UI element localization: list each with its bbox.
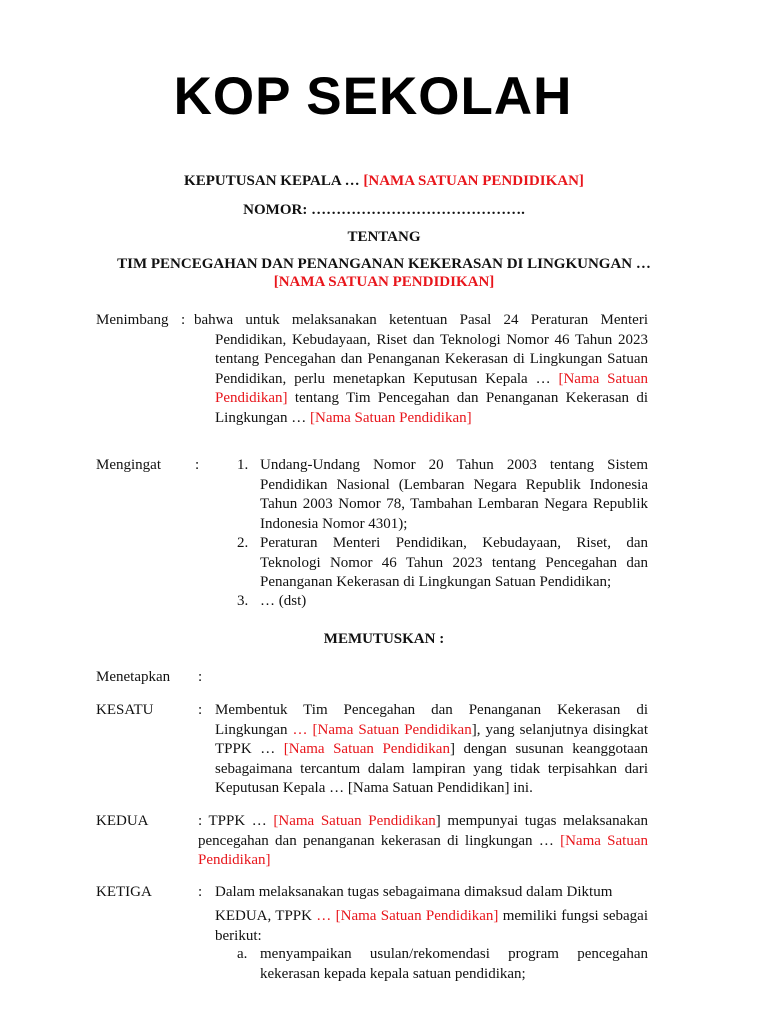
kedua-colon: :	[198, 813, 203, 829]
keputusan-title	[0, 173, 768, 190]
ketiga-text	[215, 907, 648, 946]
ketiga-placeholder-1: … [Nama Satuan Pendidikan]	[316, 908, 499, 924]
keputusan-placeholder: [NAMA SATUAN PENDIDIKAN]	[363, 173, 584, 189]
keputusan-prefix: KEPUTUSAN KEPALA …	[184, 173, 364, 189]
menimbang-placeholder-1: [Nama Satuan Pendidikan]	[215, 370, 649, 406]
kesatu-text-1: Membentuk Tim Pencegahan dan Penanganan Kekerasan di Lingkungan	[215, 702, 648, 738]
mengingat-colon: :	[195, 457, 200, 473]
kedua-label: KEDUA	[96, 813, 149, 829]
kop-sekolah-heading: KOP SEKOLAH	[173, 67, 573, 126]
ketiga-label: KETIGA	[96, 884, 152, 900]
kesatu-label: KESATU	[96, 702, 154, 718]
title-line-1: TIM PENCEGAHAN DAN PENANGANAN KEKERASAN DI LINGKUNGAN …	[117, 256, 651, 272]
ketiga-item-a: menyampaikan usulan/rekomendasi program pencegahan kekerasan kepada kepala satuan pendidikan;	[260, 946, 648, 982]
mengingat-item-2: Peraturan Menteri Pendidikan, Kebudayaan, Riset, dan Teknologi Nomor 46 Tahun 2023 tentang Pencegahan dan Penanganan Kekerasan di Lingkungan Satuan Pendidikan;	[260, 535, 648, 590]
kesatu-placeholder-2: [Nama Satuan Pendidikan	[283, 741, 450, 757]
kesatu-text-2: ], yang selanjutnya disingkat TPPK …	[215, 721, 648, 757]
menimbang-placeholder-2: [Nama Satuan Pendidikan]	[310, 409, 472, 426]
ketiga-item-a-letter: a.	[237, 946, 248, 962]
menimbang-text-1: bahwa untuk melaksanakan ketentuan Pasal 24 Peraturan Menteri Pendidikan, Kebudayaan, Riset dan Teknologi Nomor 46 Tahun 2023 tentang Pencegahan dan Penanganan Kekerasan di Lingkungan Satuan Pendidikan, perlu menetapkan Keputusan Kepala …	[194, 312, 648, 387]
kedua-text	[198, 812, 648, 871]
kesatu-text	[215, 701, 648, 799]
mengingat-item-3-number: 3.	[237, 593, 249, 609]
kesatu-placeholder-1: … [Nama Satuan Pendidikan	[292, 721, 472, 738]
title-line-2	[0, 274, 768, 291]
menetapkan-label: Menetapkan	[96, 669, 171, 685]
menimbang-text-2: tentang Tim Pencegahan dan Penanganan Kekerasan di Lingkungan …	[215, 390, 648, 426]
memutuskan-heading: MEMUTUSKAN :	[323, 631, 445, 647]
menimbang-colon: :	[181, 312, 186, 328]
kedua-placeholder-2: [Nama Satuan Pendidikan]	[198, 832, 648, 868]
tentang-line: TENTANG	[347, 229, 421, 245]
mengingat-item-1: Undang-Undang Nomor 20 Tahun 2003 tentang Sistem Pendidikan Nasional (Lembaran Negara Republik Indonesia Tahun 2003 Nomor 78, Tambahan Lembaran Negara Republik Indonesia Nomor 4301);	[260, 457, 648, 532]
ketiga-text-2: memiliki fungsi sebagai berikut:	[215, 908, 648, 944]
kesatu-colon: :	[198, 702, 203, 718]
ketiga-line-1: Dalam melaksanakan tugas sebagaimana dimaksud dalam Diktum	[215, 884, 613, 900]
kedua-text-2: ] mempunyai tugas melaksanakan pencegahan dan penanganan kekerasan di lingkungan …	[198, 813, 648, 849]
menimbang-text	[194, 311, 648, 428]
mengingat-item-1-number: 1.	[237, 457, 249, 473]
kedua-text-1: TPPK …	[208, 813, 274, 829]
kedua-placeholder-1: [Nama Satuan Pendidikan	[273, 813, 436, 829]
menetapkan-colon: :	[198, 669, 203, 685]
mengingat-item-2-number: 2.	[237, 535, 249, 551]
ketiga-text-1: KEDUA, TPPK	[215, 908, 317, 924]
menimbang-label: Menimbang	[96, 312, 169, 328]
kesatu-text-3: ] dengan susunan keanggotaan sebagaimana tercantum dalam lampiran yang tidak terpisahkan dari Keputusan Kepala … [Nama Satuan Pendidikan] ini.	[215, 741, 648, 796]
nomor-line: NOMOR: …………………………………….	[243, 202, 525, 218]
mengingat-item-3: … (dst)	[260, 593, 307, 609]
ketiga-colon: :	[198, 884, 203, 900]
title-placeholder: [NAMA SATUAN PENDIDIKAN]	[273, 274, 495, 290]
mengingat-label: Mengingat	[96, 457, 161, 473]
